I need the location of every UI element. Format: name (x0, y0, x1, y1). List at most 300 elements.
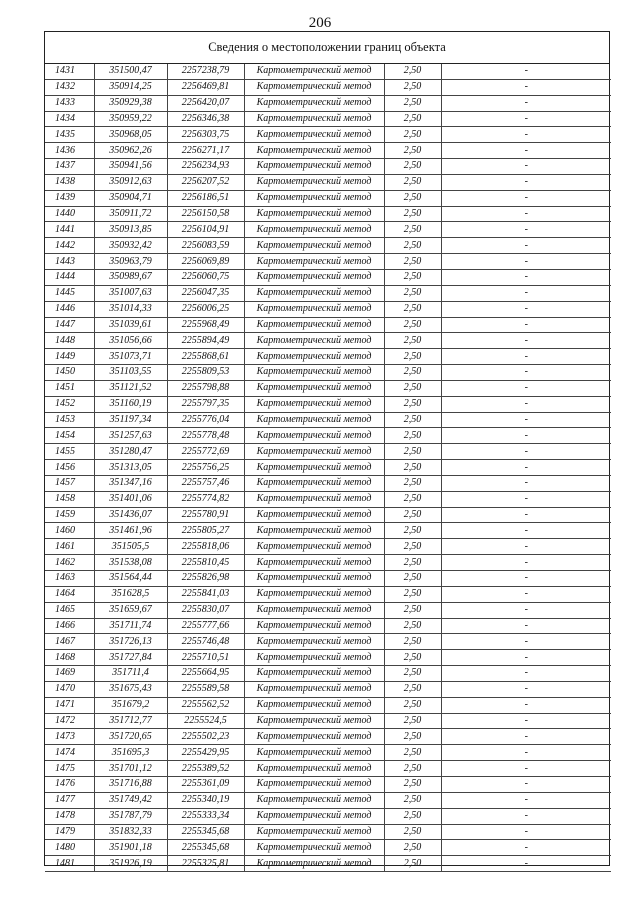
y-coordinate-cell: 2255826,98 (167, 571, 244, 587)
method-cell: Картометрический метод (244, 380, 384, 396)
table-row (45, 365, 611, 381)
accuracy-cell: 2,50 (384, 523, 441, 539)
point-number-cell: 1459 (45, 507, 94, 523)
table-row (45, 681, 611, 697)
method-cell: Картометрический метод (244, 269, 384, 285)
table-row (45, 571, 611, 587)
accuracy-cell: 2,50 (384, 729, 441, 745)
x-coordinate-cell: 351160,19 (94, 396, 167, 412)
description-cell: - (441, 491, 611, 507)
y-coordinate-cell: 2255524,5 (167, 713, 244, 729)
method-cell: Картометрический метод (244, 697, 384, 713)
x-coordinate-cell: 351901,18 (94, 840, 167, 856)
accuracy-cell: 2,50 (384, 269, 441, 285)
y-coordinate-cell: 2255778,48 (167, 428, 244, 444)
x-coordinate-cell: 351679,2 (94, 697, 167, 713)
description-cell: - (441, 301, 611, 317)
method-cell: Картометрический метод (244, 428, 384, 444)
accuracy-cell: 2,50 (384, 681, 441, 697)
method-cell: Картометрический метод (244, 206, 384, 222)
x-coordinate-cell: 351712,77 (94, 713, 167, 729)
accuracy-cell: 2,50 (384, 159, 441, 175)
method-cell: Картометрический метод (244, 539, 384, 555)
x-coordinate-cell: 351014,33 (94, 301, 167, 317)
y-coordinate-cell: 2256234,93 (167, 159, 244, 175)
y-coordinate-cell: 2256303,75 (167, 127, 244, 143)
description-cell: - (441, 269, 611, 285)
accuracy-cell: 2,50 (384, 238, 441, 254)
point-number-cell: 1452 (45, 396, 94, 412)
x-coordinate-cell: 350911,72 (94, 206, 167, 222)
table-row (45, 840, 611, 856)
method-cell: Картометрический метод (244, 460, 384, 476)
point-number-cell: 1465 (45, 602, 94, 618)
method-cell: Картометрический метод (244, 602, 384, 618)
method-cell: Картометрический метод (244, 523, 384, 539)
point-number-cell: 1438 (45, 174, 94, 190)
point-number-cell: 1449 (45, 349, 94, 365)
description-cell: - (441, 666, 611, 682)
description-cell: - (441, 285, 611, 301)
y-coordinate-cell: 2255757,46 (167, 475, 244, 491)
point-number-cell: 1437 (45, 159, 94, 175)
y-coordinate-cell: 2255562,52 (167, 697, 244, 713)
description-cell: - (441, 539, 611, 555)
point-number-cell: 1467 (45, 634, 94, 650)
table-row (45, 586, 611, 602)
description-cell: - (441, 317, 611, 333)
x-coordinate-cell: 350963,79 (94, 254, 167, 270)
y-coordinate-cell: 2255780,91 (167, 507, 244, 523)
y-coordinate-cell: 2255818,06 (167, 539, 244, 555)
description-cell: - (441, 602, 611, 618)
method-cell: Картометрический метод (244, 365, 384, 381)
description-cell: - (441, 475, 611, 491)
y-coordinate-cell: 2255830,07 (167, 602, 244, 618)
point-number-cell: 1453 (45, 412, 94, 428)
y-coordinate-cell: 2255502,23 (167, 729, 244, 745)
accuracy-cell: 2,50 (384, 555, 441, 571)
x-coordinate-cell: 351832,33 (94, 824, 167, 840)
point-number-cell: 1435 (45, 127, 94, 143)
point-number-cell: 1478 (45, 808, 94, 824)
point-number-cell: 1450 (45, 365, 94, 381)
description-cell: - (441, 650, 611, 666)
y-coordinate-cell: 2255776,04 (167, 412, 244, 428)
table-row (45, 475, 611, 491)
description-cell: - (441, 776, 611, 792)
table-row (45, 808, 611, 824)
y-coordinate-cell: 2255774,82 (167, 491, 244, 507)
point-number-cell: 1439 (45, 190, 94, 206)
point-number-cell: 1443 (45, 254, 94, 270)
accuracy-cell: 2,50 (384, 745, 441, 761)
method-cell: Картометрический метод (244, 333, 384, 349)
method-cell: Картометрический метод (244, 190, 384, 206)
method-cell: Картометрический метод (244, 555, 384, 571)
accuracy-cell: 2,50 (384, 111, 441, 127)
x-coordinate-cell: 350989,67 (94, 269, 167, 285)
point-number-cell: 1433 (45, 95, 94, 111)
y-coordinate-cell: 2255810,45 (167, 555, 244, 571)
description-cell: - (441, 238, 611, 254)
y-coordinate-cell: 2255340,19 (167, 792, 244, 808)
point-number-cell: 1447 (45, 317, 94, 333)
description-cell: - (441, 586, 611, 602)
table-row (45, 776, 611, 792)
accuracy-cell: 2,50 (384, 64, 441, 79)
accuracy-cell: 2,50 (384, 349, 441, 365)
accuracy-cell: 2,50 (384, 333, 441, 349)
table-row (45, 507, 611, 523)
accuracy-cell: 2,50 (384, 808, 441, 824)
accuracy-cell: 2,50 (384, 412, 441, 428)
table-row (45, 111, 611, 127)
method-cell: Картометрический метод (244, 666, 384, 682)
table-row (45, 618, 611, 634)
table-row (45, 650, 611, 666)
accuracy-cell: 2,50 (384, 856, 441, 872)
y-coordinate-cell: 2255325,81 (167, 856, 244, 872)
accuracy-cell: 2,50 (384, 190, 441, 206)
table-row (45, 64, 611, 79)
table-row (45, 254, 611, 270)
x-coordinate-cell: 351628,5 (94, 586, 167, 602)
x-coordinate-cell: 351280,47 (94, 444, 167, 460)
point-number-cell: 1456 (45, 460, 94, 476)
table-row (45, 174, 611, 190)
table-row (45, 349, 611, 365)
accuracy-cell: 2,50 (384, 650, 441, 666)
accuracy-cell: 2,50 (384, 396, 441, 412)
y-coordinate-cell: 2255389,52 (167, 761, 244, 777)
x-coordinate-cell: 351720,65 (94, 729, 167, 745)
point-number-cell: 1469 (45, 666, 94, 682)
description-cell: - (441, 64, 611, 79)
point-number-cell: 1432 (45, 79, 94, 95)
accuracy-cell: 2,50 (384, 539, 441, 555)
method-cell: Картометрический метод (244, 792, 384, 808)
method-cell: Картометрический метод (244, 761, 384, 777)
table-row (45, 285, 611, 301)
description-cell: - (441, 856, 611, 872)
table-row (45, 666, 611, 682)
table-row (45, 697, 611, 713)
y-coordinate-cell: 2256420,07 (167, 95, 244, 111)
method-cell: Картометрический метод (244, 650, 384, 666)
x-coordinate-cell: 351727,84 (94, 650, 167, 666)
x-coordinate-cell: 350941,56 (94, 159, 167, 175)
table-row (45, 380, 611, 396)
description-cell: - (441, 412, 611, 428)
y-coordinate-cell: 2255809,53 (167, 365, 244, 381)
y-coordinate-cell: 2256104,91 (167, 222, 244, 238)
method-cell: Картометрический метод (244, 79, 384, 95)
accuracy-cell: 2,50 (384, 792, 441, 808)
accuracy-cell: 2,50 (384, 222, 441, 238)
table-row (45, 713, 611, 729)
x-coordinate-cell: 351711,74 (94, 618, 167, 634)
accuracy-cell: 2,50 (384, 507, 441, 523)
x-coordinate-cell: 351056,66 (94, 333, 167, 349)
table-row (45, 523, 611, 539)
accuracy-cell: 2,50 (384, 444, 441, 460)
accuracy-cell: 2,50 (384, 174, 441, 190)
accuracy-cell: 2,50 (384, 491, 441, 507)
description-cell: - (441, 681, 611, 697)
method-cell: Картометрический метод (244, 634, 384, 650)
x-coordinate-cell: 351701,12 (94, 761, 167, 777)
point-number-cell: 1446 (45, 301, 94, 317)
point-number-cell: 1436 (45, 143, 94, 159)
description-cell: - (441, 523, 611, 539)
point-number-cell: 1448 (45, 333, 94, 349)
x-coordinate-cell: 351073,71 (94, 349, 167, 365)
y-coordinate-cell: 2256047,35 (167, 285, 244, 301)
accuracy-cell: 2,50 (384, 824, 441, 840)
y-coordinate-cell: 2255772,69 (167, 444, 244, 460)
point-number-cell: 1463 (45, 571, 94, 587)
accuracy-cell: 2,50 (384, 602, 441, 618)
table-row (45, 491, 611, 507)
x-coordinate-cell: 351500,47 (94, 64, 167, 79)
y-coordinate-cell: 2256346,38 (167, 111, 244, 127)
x-coordinate-cell: 351039,61 (94, 317, 167, 333)
description-cell: - (441, 159, 611, 175)
accuracy-cell: 2,50 (384, 618, 441, 634)
description-cell: - (441, 254, 611, 270)
y-coordinate-cell: 2256469,81 (167, 79, 244, 95)
point-number-cell: 1451 (45, 380, 94, 396)
point-number-cell: 1462 (45, 555, 94, 571)
description-cell: - (441, 444, 611, 460)
table-row (45, 222, 611, 238)
table-row (45, 444, 611, 460)
y-coordinate-cell: 2255797,35 (167, 396, 244, 412)
method-cell: Картометрический метод (244, 856, 384, 872)
point-number-cell: 1464 (45, 586, 94, 602)
table-row (45, 238, 611, 254)
description-cell: - (441, 396, 611, 412)
x-coordinate-cell: 351749,42 (94, 792, 167, 808)
x-coordinate-cell: 351675,43 (94, 681, 167, 697)
y-coordinate-cell: 2255968,49 (167, 317, 244, 333)
description-cell: - (441, 840, 611, 856)
accuracy-cell: 2,50 (384, 428, 441, 444)
accuracy-cell: 2,50 (384, 475, 441, 491)
point-number-cell: 1470 (45, 681, 94, 697)
description-cell: - (441, 713, 611, 729)
method-cell: Картометрический метод (244, 618, 384, 634)
x-coordinate-cell: 350913,85 (94, 222, 167, 238)
table-row (45, 206, 611, 222)
table-row (45, 634, 611, 650)
method-cell: Картометрический метод (244, 586, 384, 602)
table-row (45, 602, 611, 618)
x-coordinate-cell: 351461,96 (94, 523, 167, 539)
point-number-cell: 1457 (45, 475, 94, 491)
table-row (45, 792, 611, 808)
point-number-cell: 1468 (45, 650, 94, 666)
x-coordinate-cell: 351121,52 (94, 380, 167, 396)
y-coordinate-cell: 2256150,58 (167, 206, 244, 222)
description-cell: - (441, 729, 611, 745)
method-cell: Картометрический метод (244, 396, 384, 412)
y-coordinate-cell: 2255333,34 (167, 808, 244, 824)
table-row (45, 301, 611, 317)
table-row (45, 460, 611, 476)
x-coordinate-cell: 351564,44 (94, 571, 167, 587)
x-coordinate-cell: 350968,05 (94, 127, 167, 143)
x-coordinate-cell: 351401,06 (94, 491, 167, 507)
point-number-cell: 1441 (45, 222, 94, 238)
point-number-cell: 1481 (45, 856, 94, 872)
x-coordinate-cell: 351197,34 (94, 412, 167, 428)
method-cell: Картометрический метод (244, 713, 384, 729)
y-coordinate-cell: 2255841,03 (167, 586, 244, 602)
x-coordinate-cell: 350959,22 (94, 111, 167, 127)
point-number-cell: 1444 (45, 269, 94, 285)
y-coordinate-cell: 2255756,25 (167, 460, 244, 476)
method-cell: Картометрический метод (244, 127, 384, 143)
description-cell: - (441, 143, 611, 159)
table-row (45, 555, 611, 571)
accuracy-cell: 2,50 (384, 586, 441, 602)
description-cell: - (441, 365, 611, 381)
description-cell: - (441, 824, 611, 840)
point-number-cell: 1473 (45, 729, 94, 745)
method-cell: Картометрический метод (244, 254, 384, 270)
description-cell: - (441, 428, 611, 444)
y-coordinate-cell: 2255664,95 (167, 666, 244, 682)
x-coordinate-cell: 351538,08 (94, 555, 167, 571)
x-coordinate-cell: 351716,88 (94, 776, 167, 792)
x-coordinate-cell: 351926,19 (94, 856, 167, 872)
x-coordinate-cell: 351787,79 (94, 808, 167, 824)
accuracy-cell: 2,50 (384, 365, 441, 381)
accuracy-cell: 2,50 (384, 761, 441, 777)
table-row (45, 317, 611, 333)
table-row (45, 761, 611, 777)
point-number-cell: 1442 (45, 238, 94, 254)
accuracy-cell: 2,50 (384, 301, 441, 317)
coordinates-table-body (45, 64, 611, 872)
method-cell: Картометрический метод (244, 238, 384, 254)
point-number-cell: 1434 (45, 111, 94, 127)
y-coordinate-cell: 2255798,88 (167, 380, 244, 396)
method-cell: Картометрический метод (244, 840, 384, 856)
method-cell: Картометрический метод (244, 475, 384, 491)
y-coordinate-cell: 2256207,52 (167, 174, 244, 190)
y-coordinate-cell: 2256186,51 (167, 190, 244, 206)
accuracy-cell: 2,50 (384, 317, 441, 333)
x-coordinate-cell: 350914,25 (94, 79, 167, 95)
point-number-cell: 1440 (45, 206, 94, 222)
method-cell: Картометрический метод (244, 349, 384, 365)
x-coordinate-cell: 351347,16 (94, 475, 167, 491)
point-number-cell: 1454 (45, 428, 94, 444)
method-cell: Картометрический метод (244, 444, 384, 460)
page-number: 206 (308, 15, 332, 31)
table-row (45, 539, 611, 555)
accuracy-cell: 2,50 (384, 127, 441, 143)
accuracy-cell: 2,50 (384, 840, 441, 856)
point-number-cell: 1471 (45, 697, 94, 713)
x-coordinate-cell: 351726,13 (94, 634, 167, 650)
method-cell: Картометрический метод (244, 729, 384, 745)
x-coordinate-cell: 350912,63 (94, 174, 167, 190)
y-coordinate-cell: 2255868,61 (167, 349, 244, 365)
description-cell: - (441, 507, 611, 523)
point-number-cell: 1466 (45, 618, 94, 634)
table-row (45, 824, 611, 840)
description-cell: - (441, 697, 611, 713)
accuracy-cell: 2,50 (384, 143, 441, 159)
point-number-cell: 1477 (45, 792, 94, 808)
description-cell: - (441, 206, 611, 222)
x-coordinate-cell: 351711,4 (94, 666, 167, 682)
boundary-table-frame (44, 31, 610, 869)
y-coordinate-cell: 2257238,79 (167, 64, 244, 79)
x-coordinate-cell: 351103,55 (94, 365, 167, 381)
table-row (45, 143, 611, 159)
description-cell: - (441, 190, 611, 206)
x-coordinate-cell: 351007,63 (94, 285, 167, 301)
table-row (45, 269, 611, 285)
description-cell: - (441, 95, 611, 111)
method-cell: Картометрический метод (244, 571, 384, 587)
description-cell: - (441, 571, 611, 587)
description-cell: - (441, 460, 611, 476)
description-cell: - (441, 555, 611, 571)
method-cell: Картометрический метод (244, 491, 384, 507)
coordinates-table (45, 64, 611, 872)
description-cell: - (441, 111, 611, 127)
y-coordinate-cell: 2255805,27 (167, 523, 244, 539)
table-title: Сведения о местоположении границ объекта (45, 32, 609, 64)
point-number-cell: 1458 (45, 491, 94, 507)
x-coordinate-cell: 351257,63 (94, 428, 167, 444)
method-cell: Картометрический метод (244, 745, 384, 761)
table-row (45, 95, 611, 111)
x-coordinate-cell: 350929,38 (94, 95, 167, 111)
x-coordinate-cell: 350962,26 (94, 143, 167, 159)
table-row (45, 190, 611, 206)
method-cell: Картометрический метод (244, 412, 384, 428)
method-cell: Картометрический метод (244, 317, 384, 333)
y-coordinate-cell: 2255894,49 (167, 333, 244, 349)
accuracy-cell: 2,50 (384, 95, 441, 111)
method-cell: Картометрический метод (244, 143, 384, 159)
method-cell: Картометрический метод (244, 681, 384, 697)
description-cell: - (441, 380, 611, 396)
description-cell: - (441, 349, 611, 365)
method-cell: Картометрический метод (244, 507, 384, 523)
accuracy-cell: 2,50 (384, 380, 441, 396)
x-coordinate-cell: 351505,5 (94, 539, 167, 555)
accuracy-cell: 2,50 (384, 697, 441, 713)
y-coordinate-cell: 2256006,25 (167, 301, 244, 317)
table-row (45, 127, 611, 143)
point-number-cell: 1479 (45, 824, 94, 840)
x-coordinate-cell: 351659,67 (94, 602, 167, 618)
method-cell: Картометрический метод (244, 111, 384, 127)
accuracy-cell: 2,50 (384, 713, 441, 729)
method-cell: Картометрический метод (244, 808, 384, 824)
point-number-cell: 1472 (45, 713, 94, 729)
y-coordinate-cell: 2256069,89 (167, 254, 244, 270)
method-cell: Картометрический метод (244, 95, 384, 111)
